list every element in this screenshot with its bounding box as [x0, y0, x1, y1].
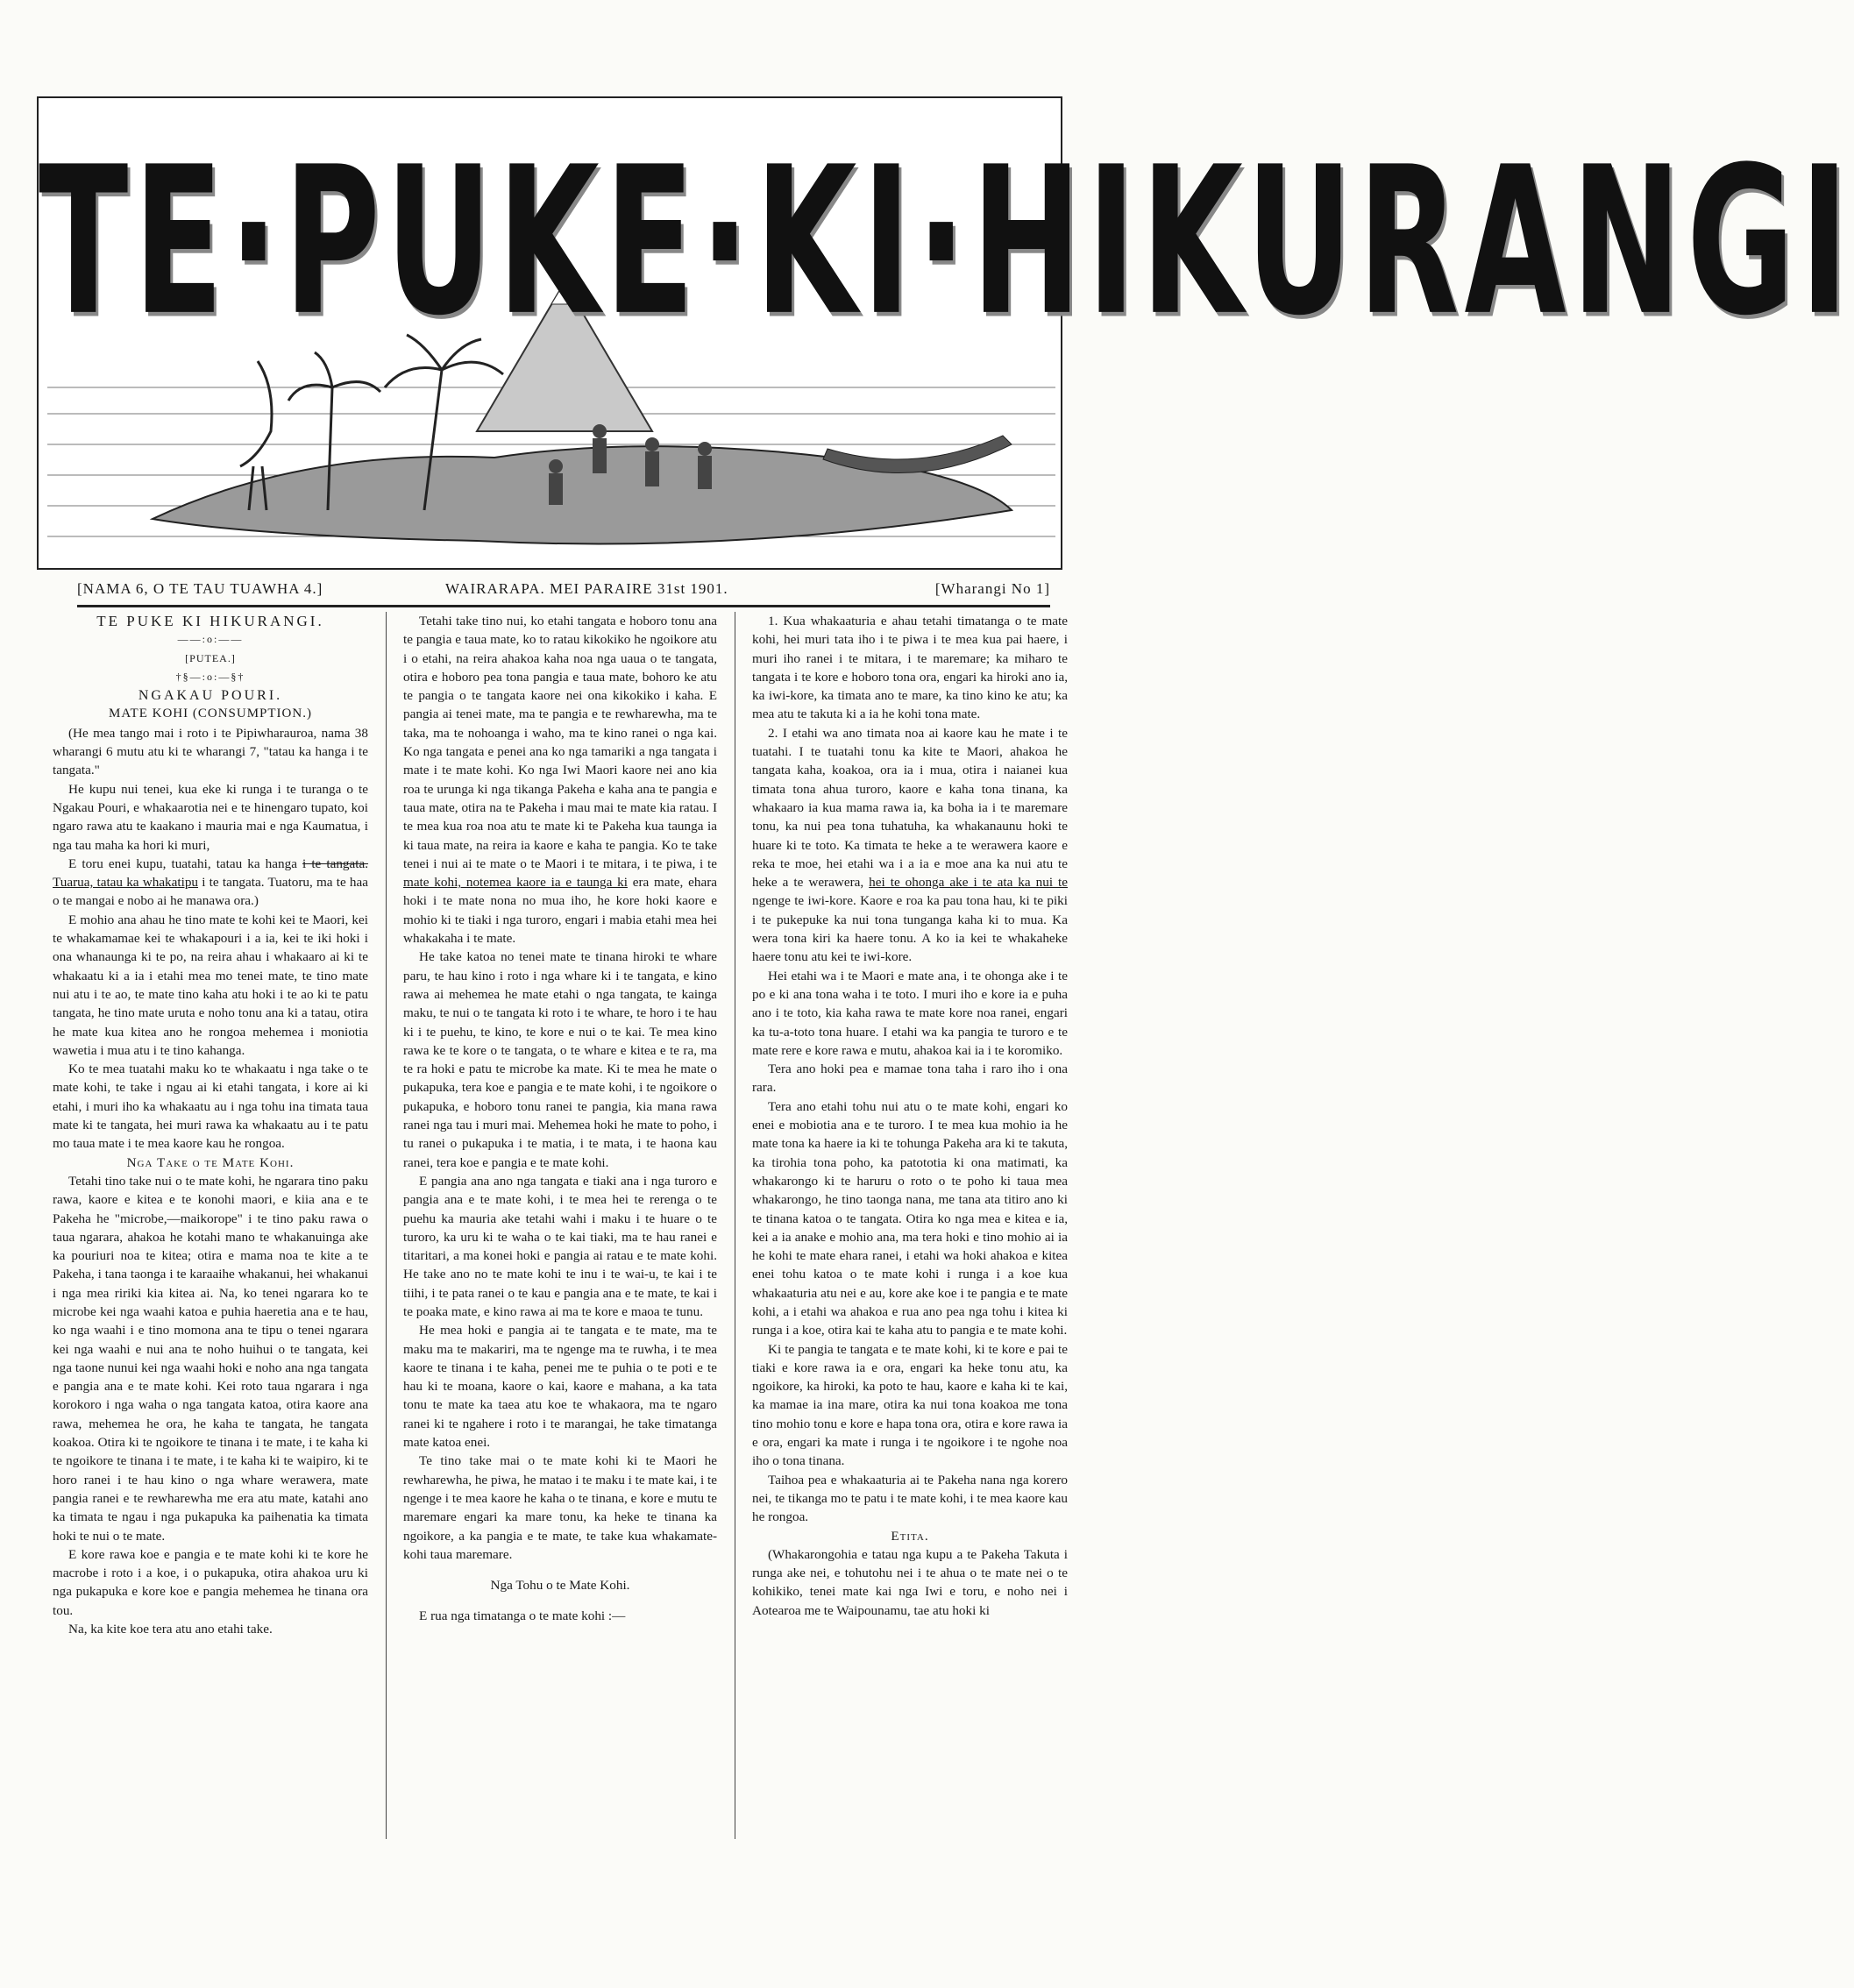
paragraph: Tera ano hoki pea e mamae tona taha i raro iho i ona rara.: [752, 1061, 1068, 1096]
paragraph: E rua nga timatanga o te mate kohi :—: [419, 1608, 626, 1624]
text-run: E toru enei kupu, tuatahi, tatau ka hanga: [68, 856, 297, 871]
paragraph: Tera ano etahi tohu nui atu o te mate kohi, engari ko enei e mobiotia ana e te turoro. I te mea kua mohio ia he mate tona ka haere ia ki te tohunga Pakeha ara ki te takuta, ka tirohia tona poho, ka patototia ki ona matimati, ka whakarongo ki te haruru o roto o te poho ki taua mea whakarongo, he tino taonga nana, me tana ata titiro ano ki te tinana katoa o te tangata. Otira ko nga mea e kitea e ia, kei a ia anake e mohio ana, ma tera hoki e tino mohio ai ia he kohi te mate ehara ranei, i etahi wa hoki ahakoa e kitea enei tohu katoa o te mate kohi i runga i a koe kua whakaaturia atu nei e au, kore ake koe i te pangia e te mate kohi, a i etahi wa ahakoa e rua ano pea nga tohu i kitea ki runga i a koe, otira kai te kaha atu to pangia e te mate kohi.: [752, 1098, 1068, 1338]
paragraph: 1. Kua whakaaturia e ahau tetahi timatanga o te mate kohi, hei muri tata iho i te piwa i te mea kua pai haere, i muri iho ranei i te mitara, i te maremare; ka miharo te tangata i te kore e hoboro tona ora, engari ka hiroki ano ia, ka iwi-kore, ka timata ano te mare, ka tino kino ke atu; ka mea atu te takuta ki a ia he kohi tona mate.: [752, 614, 1068, 722]
text-run: ngenge te iwi-kore. Kaore e roa ka pau tona hau, ki te piki i te pukepuke ka nui tona tunganga kaha ki to mua. Ka wera tona kiri ka haere tonu. A ko ia kei te whakaheke haere tonu atu kei te iwi-kore.: [752, 893, 1068, 965]
ornament: ——:o:——: [177, 633, 244, 646]
paragraph: Ki te pangia te tangata e te mate kohi, ki te kore e pai te tiaki e kore rawa ia e ora, engari ka heke tonu atu, ka ngoikore, ka hiroki, ka poto te hau, kaore e kaha ki te kai, ka mamae ia ina mare, otira ka nui tona koakoa me tona tino mohio tonu e kore e hapa tona ora, otira e kore rawa ia e ora, engari ka mate i runga i te ngoikore i te ngohe noa iho o tona tinana.: [752, 1341, 1068, 1469]
issue-date: WAIRARAPA. MEI PARAIRE 31st 1901.: [445, 580, 728, 597]
article-heading: TE PUKE KI HIKURANGI.: [96, 613, 324, 629]
text-run: 2. I etahi wa ano timata noa ai kaore kau he mate i te tuatahi. I te tuatahi tonu ka kite te Maori, ahakoa he tangata kaha, koakoa, ora ia i mua, otira i naianei kua timata tona ahua turoro, kaore e kaha tona tinana, ka whakaaro ia kua mama rawa ia, ka boha ia i te maremare tonu, ka nui pea tona tuhatuha, ka whakanaunu hoki te huare ki te toto. Ka timata te heke a te werawera kaore e reka te moe, hei etahi wa i a ia e moe ana ka nui atu te heke a te werawera,: [752, 725, 1068, 891]
text-run: era mate, ehara hoki i te mate nona no mua iho, he kore hoki kaore e mohio ki te tiaki i nga turoro, engari i mabia etahi mea hei whakakaha i te mate.: [403, 875, 718, 947]
column-3: [752, 612, 1068, 1620]
paragraph: He kupu nui tenei, kua eke ki runga i te turanga o te Ngakau Pouri, e whakaarotia nei e te hinengaro tupato, koi ngaro rawa atu te kaakano i mauria mai e nga Kaumatua, i nga tau maha ka hori ki muri,: [53, 781, 368, 853]
ornament: †§—:o:—§†: [175, 670, 245, 683]
column-divider: [386, 612, 387, 1839]
paragraph: E kore rawa koe e pangia e te mate kohi ki te kore he macrobe i roto i a koe, i o pukapuka, otira ahakoa uru ki nga pukapuka e kore koe e pangia mehemea he tinana ora tou.: [53, 1546, 368, 1618]
masthead: [37, 96, 1854, 570]
paragraph: Te tino take mai o te mate kohi ki te Maori he rewharewha, he piwa, he matao i te maku i te mate kai, i te ngenge i te mea kaore he kaha o te tinana, e kore e mutu te maremare engari ka mare tonu, ka heke te tinana ka ngoikore, a ka pangia e te mate, te take kua whakamate-kohi taua maremare.: [403, 1453, 717, 1562]
column-2: [403, 612, 717, 1626]
page-number: [Wharangi No 1]: [934, 580, 1050, 597]
subheading: Nga Take o te Mate Kohi.: [126, 1154, 295, 1170]
editor-signature: Etita.: [891, 1528, 929, 1544]
paragraph: E mohio ana ahau he tino mate te kohi kei te Maori, kei te whakamamae kei te whakapouri i a ia, kei te iki hoki i ona whanaunga ki te po, na reira ahau i whakaaro ai ki te whakaatu ki a ia i etahi mea mo tenei mate, te tino mate nui atu i te ao, te mate tino kaha atu hoki i te ao ki te patu tangata, he tino mate uruta e noho tonu ana ki a tatau, otira he mate kua kitea ano he rongoa mehemea i moniotia wawetia i mua atu i te tino kahanga.: [53, 912, 368, 1058]
masthead-title: TE·PUKE·KI·HIKURANGI: [39, 124, 1854, 361]
paragraph: Taihoa pea e whakaaturia ai te Pakeha nana nga korero nei, te tikanga mo te patu i te mate kohi, i te mea kaore kau he rongoa.: [752, 1472, 1068, 1525]
paragraph: [403, 612, 717, 948]
paragraph: Ko te mea tuatahi maku ko te whakaatu i nga take o te mate kohi, te take i ngau ai ki etahi tangata, i kore ai ki etahi, i muri iho ka whakaatu au i nga tohu ina timata taua mate ki te tangata, hei muri rawa ka whakaatu au i te patu mo taua mate i te mea kaore kau he rongoa.: [53, 1061, 368, 1152]
underlined-text: mate kohi, notemea kaore ia e taunga ki: [403, 875, 628, 891]
paragraph: (Whakarongohia e tatau nga kupu a te Pakeha Takuta i runga ake nei, e tohutohu nei i te ahua o te mate nei o te kohikiko, tenei mate kai nga Iwi e toru, e noho nei i Aotearoa me te Waipounamu, tae atu hoki ki: [752, 1546, 1068, 1618]
paragraph: E pangia ana ano nga tangata e tiaki ana i nga turoro e pangia ana e te mate kohi, i te mea hei te rerenga o te puehu ka mauria ake tetahi wahi i maku i te huare o te turoro, ka uru ki te waha o te kai tiaki, ma te hau ranei e titaritari, a ma konei hoki e pangia ai ratau e te mate kohi. He take ano no te mate kohi te inu i te wai-u, te kai i te tiihi, i te pata ranei o te kau e pangia ana e te mate, te kai i te poaka mate, e kino rawa ai ma te kore e maoa te tunu.: [403, 1173, 717, 1319]
canoe-shape: [823, 436, 1012, 473]
paragraph: [53, 855, 368, 911]
putea-label: [PUTEA.]: [185, 651, 236, 664]
paragraph: Tetahi tino take nui o te mate kohi, he ngarara tino paku rawa, kaore e kitea e te konohi maori, e kiia ana e te Pakeha he "microbe,—maikorope" i te tino paku rawa o taua ngarara, ahakoa he kotahi mano te whakanuinga ake ka pouriuri noa te kitea; otira e mama noa te kite a te Pakeha, i tana taonga i te karaaihe whakanui, hei whakanui i nga mea ririki kia kitea ai. Na, ko tenei ngarara ko te microbe kei nga waahi katoa e puhia haeretia ana e te hau, ko nga waahi i e tino momona ana te tipu o tenei ngarara kei nga waahi e nui ana te noho huihui o te tangata, kei nga taone nunui kei nga waahi hoki e noho ana nga tangata e pangia ana e te mate kohi. Kei roto taua ngarara i nga korokoro i nga waha o nga tangata katoa, otira kaore ana rawa, mehemea he ora, he kaha te tangata, he tangata koakoa. Otira ki te ngoikore te tinana i te mate, i te kaha ki te ngoikore te tinana i te mate, i te kaha ki te waipiro, ki te horo ranei i te hau kino o nga whare werawera, mate pangia ranei e te rewharewha me era atu mate, katahi ano ka timata te ngau i nga pukapuka ka paihenatia ka timata hoki te nui o te mate.: [53, 1173, 368, 1544]
text-run: Tetahi take tino nui, ko etahi tangata e hoboro tonu ana te pangia e taua mate, ko to ratau kikokiko he ngoikore atu i o etahi, na reira ahakoa kaha noa nga uaua o te tangata, otira e hoboro pea tona pangia e taua mate, bohoro ke atu te pangia o te tangata kaore nei ona kikokiko i kaha. E pangia ai tenei mate, ma te pangia e te rewharewha, ma te taka, ma te nohoanga i waho, ma te kino ranei o nga kai. Ko nga tangata e penei ana ko nga tamariki a nga tangata i mate i te mate kohi. Ko nga Iwi Maori kaore nei ano kia roa te urunga ki nga tikanga Pakeha e kaha ana te pangia e taua mate, otira na te Pakeha i mau mai te mate kia ratau. I te mea kua roa noa atu te mate ki te Pakeha kua taunga ia ki taua mate, na reira ia kaore e kaha te pangia. Ko te take tenei i nui ai te mate o te Maori i te mitara, i te piwa, i te: [403, 614, 717, 871]
issue-number: [NAMA 6, O TE TAU TUAWHA 4.]: [77, 580, 323, 597]
paragraph: [752, 724, 1068, 967]
struck-text: i te tangata.: [302, 856, 369, 871]
text-run: i te tangata. Tuatoru, ma te haa o te mangai e nobo ai he manawa ora.): [53, 875, 369, 909]
subheading: Nga Tohu o te Mate Kohi.: [490, 1578, 630, 1594]
paragraph: He take katoa no tenei mate te tinana hiroki te whare paru, te hau kino i roto i nga whare ki i te tangata, e kino rawa ai mehemea he mate etahi o nga tangata, te kainga maku, te nui o te tangata ki roto i te whare, te horo i te hau ki i te puehu, te kino, te kore e nui o te kai. Te mea kino rawa ke te kore o te tangata, o te whare e kitea e te ra, ma te ra hoki e patu te microbe ka mate. Ki te mea he mate o pukapuka, tera koe e pangia e te mate kohi, i te ngoikore o pukapuka, e hoboro tonu ranei te pangia, kia mana rawa ranei nga tau i muri mai. Mehemea hoki he mate to poho, i tu ranei o pukapuka i te matia, i te mata, i te haona kau ranei, tera koe e pangia e te mate kohi.: [403, 949, 717, 1170]
section-title: NGAKAU POURI.: [138, 688, 283, 704]
underlined-text: Tuarua, tatau ka whakatipu: [53, 875, 199, 891]
paragraph: Hei etahi wa i te Maori e mate ana, i te ohonga ake i te po e ki ana tona waha i te toto. I muri iho e kore ia e puha ano i te toto, kia kaha rawa te mate kore noa ranei, engari ka tu-a-toto tona huare. I etahi wa ka pangia te turoro e te mate rere e kore rawa e mutu, ahakoa kai ia i te koromiko.: [752, 968, 1068, 1058]
paragraph: (He mea tango mai i roto i te Pipiwharauroa, nama 38 wharangi 6 mutu atu ki te wharangi 7, "tatau ka hanga i te tangata.": [53, 725, 368, 778]
section-subtitle: MATE KOHI (CONSUMPTION.): [109, 706, 312, 721]
paragraph: He mea hoki e pangia ai te tangata e te mate, ma te maku ma te makariri, ma te ngenge ma te ruwha, i te mea kaore te tinana i te kaha, penei me te puhia o te poti e te hau ki te moana, kaore o kai, kaore e mahana, a ka tata tonu te mate ka taea atu koe te whakaora, ma te ngaro ranei ki te ngahere i roto i te marangai, he take timatanga mate katoa enei.: [403, 1323, 717, 1451]
column-1: [53, 612, 368, 1638]
dateline: [77, 572, 1050, 607]
underlined-text: hei te ohonga ake i te ata ka nui te: [869, 875, 1069, 891]
paragraph: Na, ka kite koe tera atu ano etahi take.: [68, 1622, 273, 1637]
